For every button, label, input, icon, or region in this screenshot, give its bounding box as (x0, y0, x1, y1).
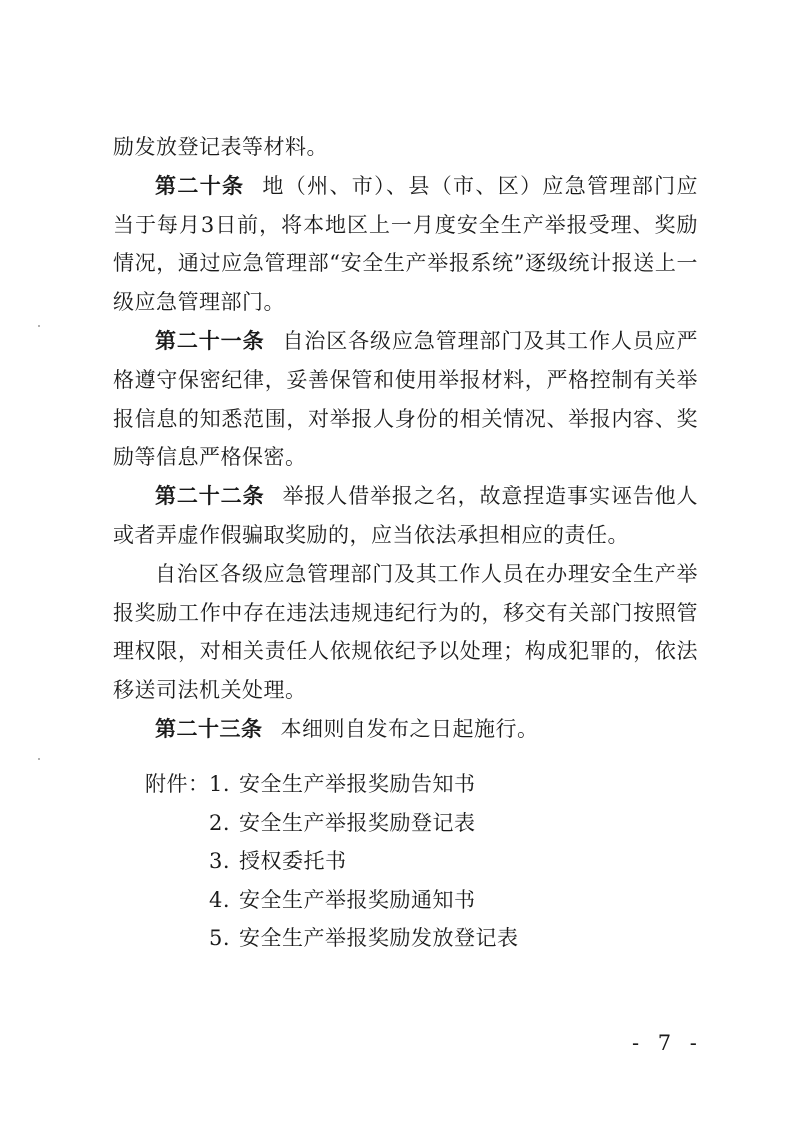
list-item (145, 765, 519, 804)
item-title: 安全生产举报奖励发放登记表 (239, 926, 519, 950)
article-21 (113, 322, 698, 477)
continuation-line: 励发放登记表等材料。 (113, 135, 328, 159)
article-heading: 第二十三条 (155, 716, 263, 741)
item-number: 2. (209, 810, 231, 835)
item-title: 安全生产举报奖励登记表 (239, 810, 476, 835)
article-20 (113, 167, 698, 322)
item-title: 授权委托书 (239, 849, 347, 873)
list-item (145, 919, 519, 958)
list-item (145, 804, 519, 843)
article-23 (113, 710, 698, 749)
scan-speck (38, 758, 40, 760)
list-item (145, 842, 519, 881)
article-22 (113, 477, 698, 555)
article-22-paragraph-2: 自治区各级应急管理部门及其工作人员在办理安全生产举报奖励工作中存在违法违规违纪行为的，移交有关部门按照管理权限，对相关责任人依规依纪予以处理；构成犯罪的，依法移送司法机关处理。 (113, 561, 698, 703)
item-number: 4. (209, 887, 231, 912)
attachments-label: 附件： (145, 772, 210, 796)
list-item (145, 881, 519, 920)
body-text (113, 128, 698, 749)
article-heading: 第二十条 (155, 173, 245, 198)
article-heading: 第二十二条 (155, 484, 265, 509)
item-number: 3. (209, 849, 231, 873)
article-text: 地（州、市）、县（市、区）应急管理部门应当于每月3日前，将本地区上一月度安全生产举报受理、奖励情况，通过应急管理部“安全生产举报系统”逐级统计报送上一级应急管理部门。 (113, 173, 699, 315)
item-title: 安全生产举报奖励告知书 (239, 772, 476, 796)
article-heading: 第二十一条 (155, 328, 265, 353)
item-title: 安全生产举报奖励通知书 (239, 887, 476, 912)
item-number: 5. (209, 926, 231, 950)
article-text: 自治区各级应急管理部门及其工作人员应严格遵守保密纪律，妥善保管和使用举报材料，严格控制有关举报信息的知悉范围，对举报人身份的相关情况、举报内容、奖励等信息严格保密。 (113, 328, 699, 470)
article-text: 举报人借举报之名，故意捏造事实诬告他人或者弄虚作假骗取奖励的，应当依法承担相应的责任。 (113, 484, 699, 547)
page-number: - 7 - (632, 1031, 703, 1055)
attachments-list (145, 765, 519, 958)
scan-speck (38, 325, 40, 327)
item-number: 1. (209, 772, 231, 796)
article-text: 本细则自发布之日起施行。 (280, 716, 539, 741)
